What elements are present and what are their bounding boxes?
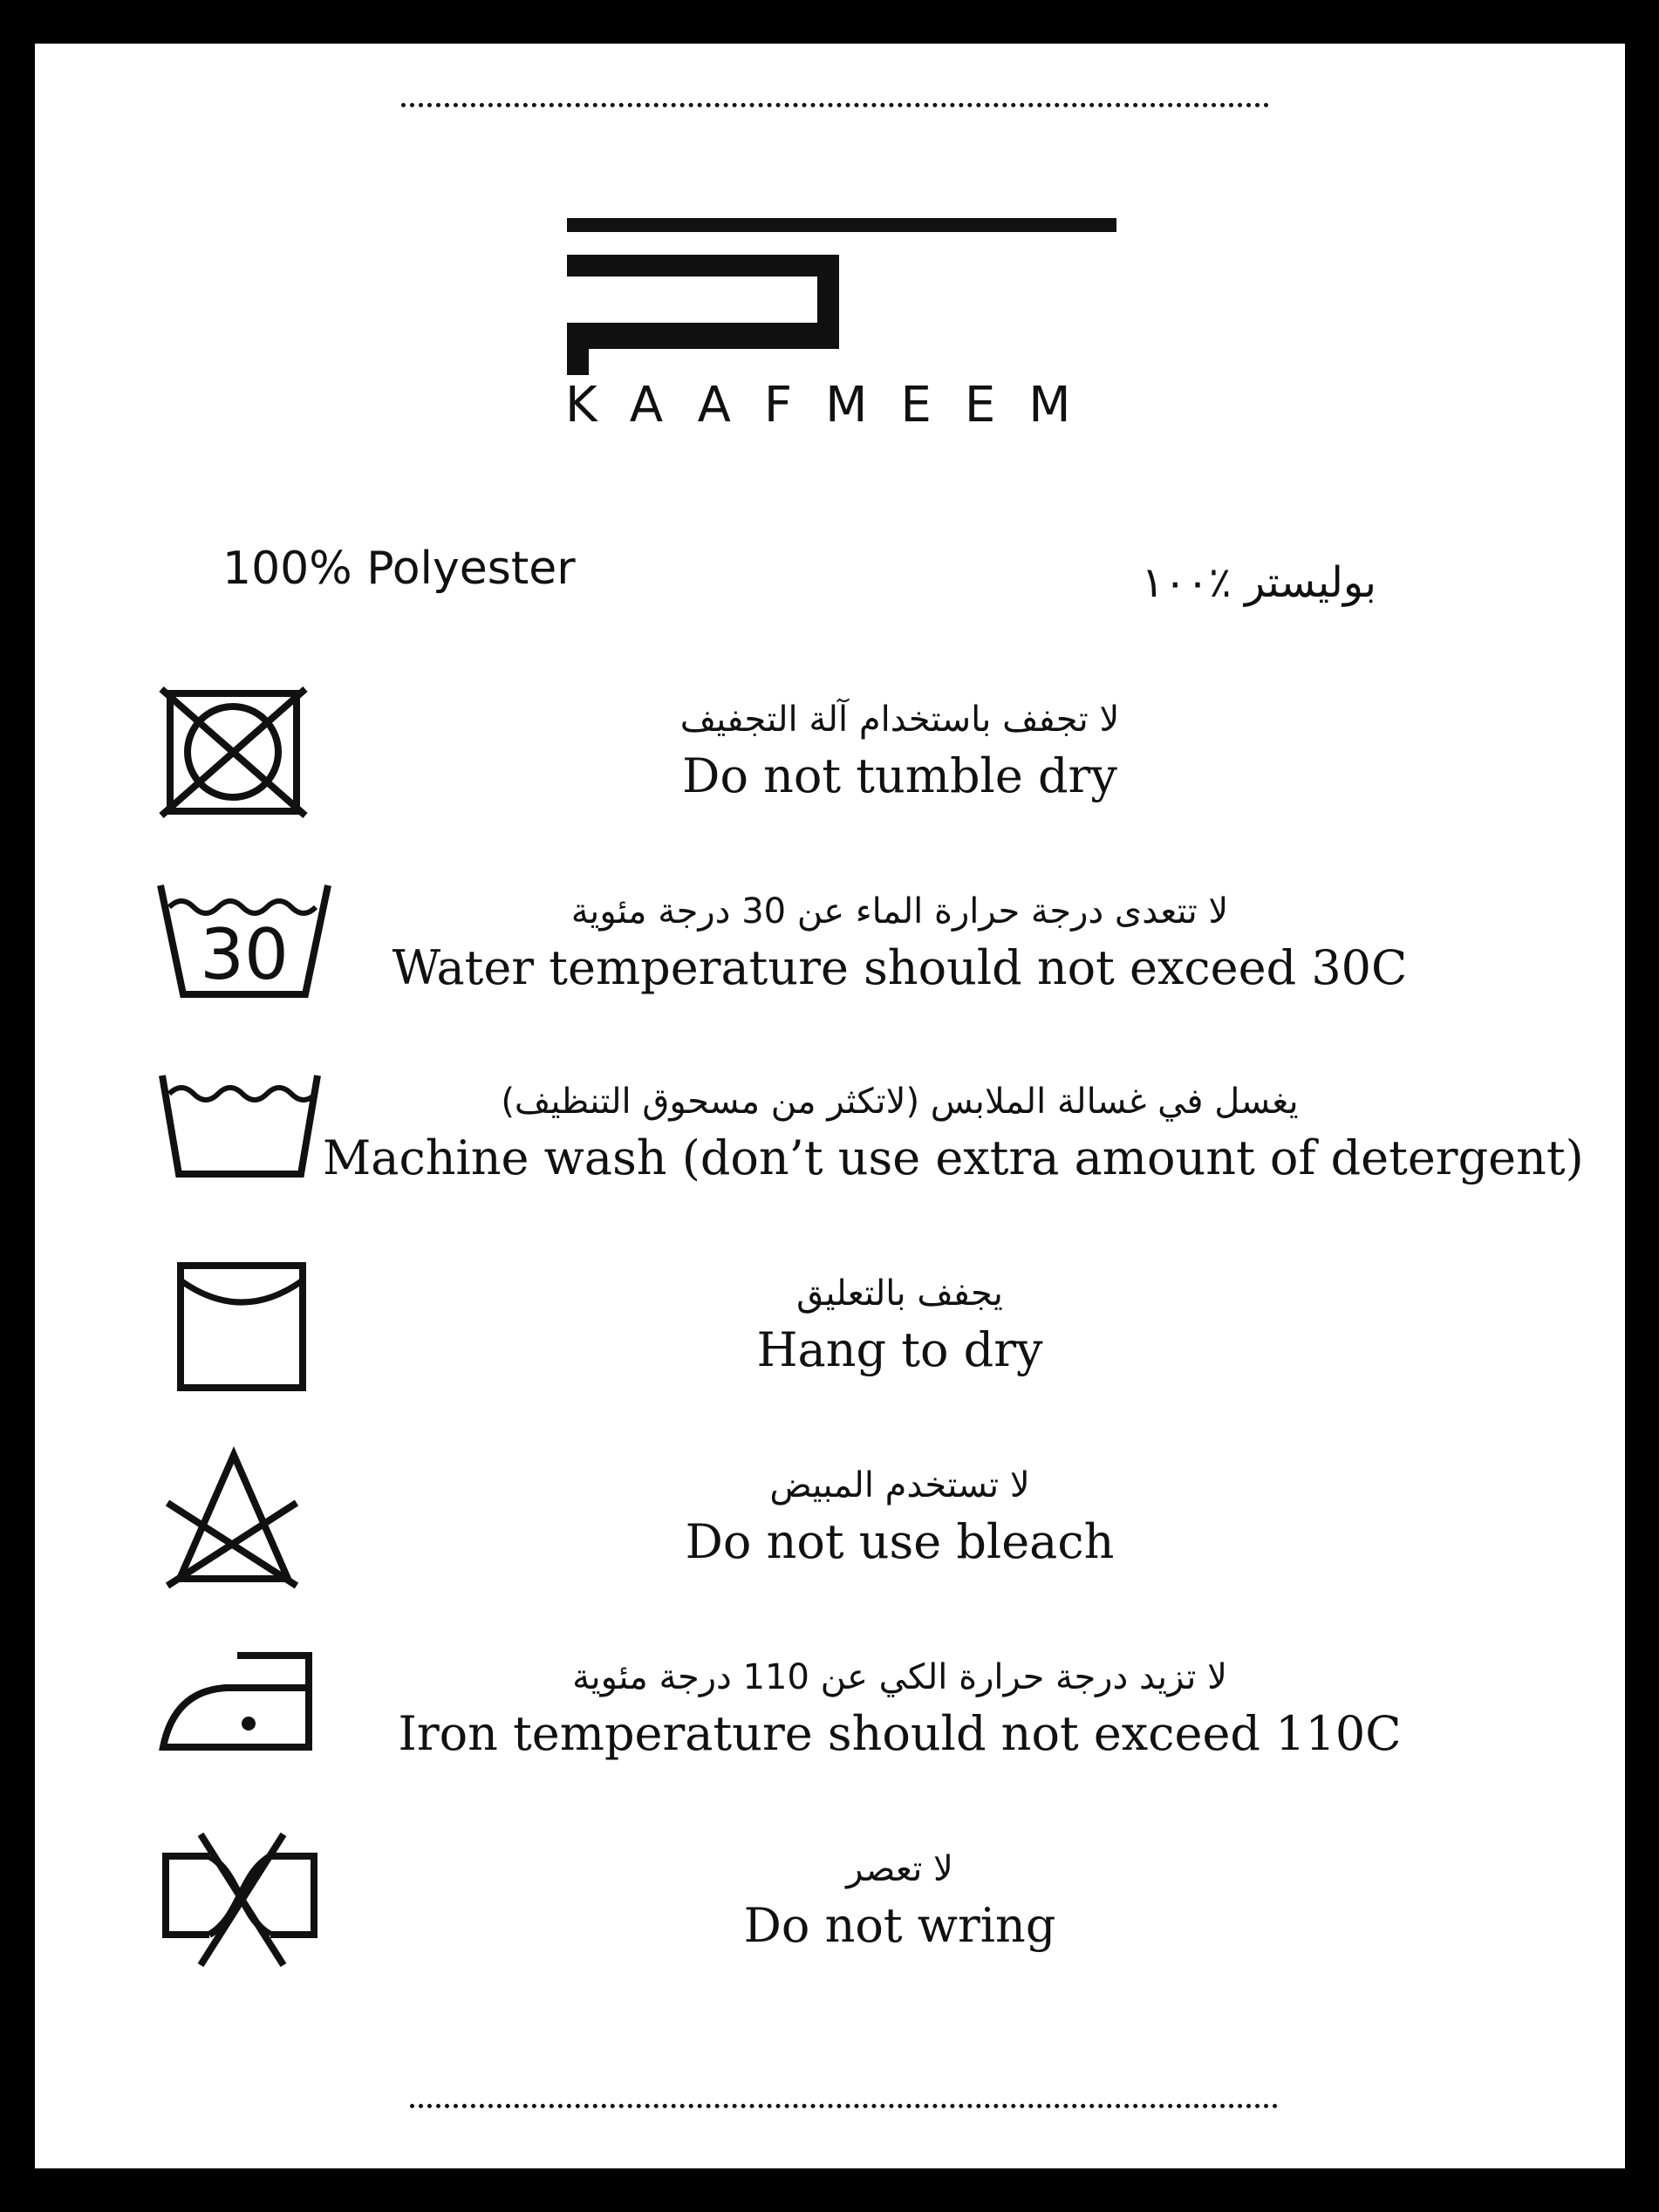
instruction-english: Hang to dry [756,1322,1043,1377]
care-row-no-wring [35,1839,1625,2013]
instruction-arabic: يغسل في غسالة الملابس (لاتكثر من مسحوق التنظيف) [501,1082,1299,1122]
bottom-dotted-divider [410,2104,1278,2108]
machine-wash-icon [157,1071,340,1219]
care-row-hang-dry [35,1263,1625,1437]
iron-low-heat-icon [157,1647,340,1795]
wash-temperature-text: 30 [200,914,289,995]
instruction-english: Do not use bleach [685,1514,1115,1569]
instruction-arabic: لا تزيد درجة حرارة الكي عن 110 درجة مئوية [572,1657,1227,1697]
do-not-wring-icon [157,1839,340,1987]
instruction-arabic: يجفف بالتعليق [796,1273,1003,1314]
care-row-no-bleach [35,1455,1625,1629]
kaafmeem-logo-icon [567,218,1116,375]
instruction-english: Iron temperature should not exceed 110C [398,1706,1402,1761]
do-not-bleach-icon [157,1455,340,1603]
instruction-arabic: لا تعصر [846,1849,953,1889]
line-dry-icon [157,1263,340,1411]
instruction-arabic: لا تتعدى درجة حرارة الماء عن 30 درجة مئوية [570,891,1229,932]
top-dotted-divider [401,103,1269,107]
care-label [35,44,1625,2168]
instruction-english: Water temperature should not exceed 30C [392,940,1408,995]
care-row-wash-30 [35,881,1625,1055]
material-english: 100% Polyester [222,543,576,595]
care-row-tumble-dry [35,689,1625,864]
instruction-arabic: لا تستخدم المبيض [769,1465,1030,1505]
instruction-english: Do not wring [743,1898,1056,1953]
instruction-english: Do not tumble dry [682,748,1117,803]
care-row-machine-wash [35,1071,1625,1246]
brand-name: KAAFMEEM [565,377,1104,434]
do-not-tumble-dry-icon [157,689,340,837]
instruction-arabic: لا تجفف باستخدام آلة التجفيف [679,700,1120,740]
care-row-iron [35,1647,1625,1821]
wash-30-icon [157,881,340,1029]
material-arabic: بوليستر ٪١٠٠ [1141,558,1376,607]
instruction-english: Machine wash (don’t use extra amount of detergent) [323,1130,1584,1185]
